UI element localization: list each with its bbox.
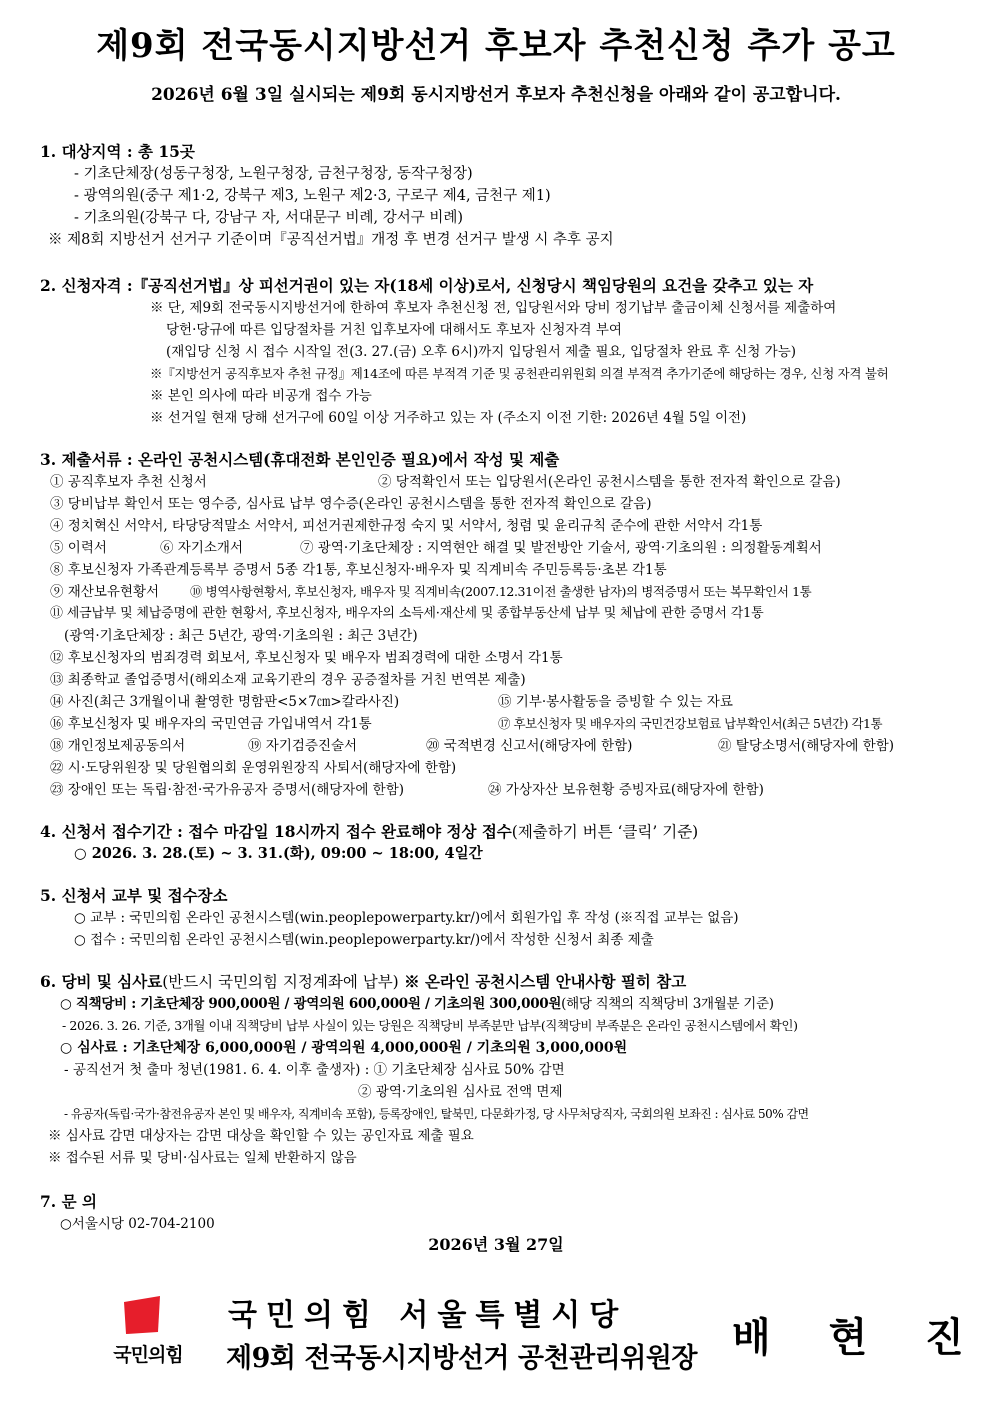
section-2-note: ※ 단, 제9회 전국동시지방선거에 한하여 후보자 추천신청 전, 입당원서와 당비 정기납부 출금이체 신청서를 제출하여 [150,300,837,316]
section-7-heading: 7. 문 의 [40,1192,97,1211]
doc-item: ⑨ 재산보유현황서 [50,584,160,600]
fee-line: ○ 심사료 : 기초단체장 6,000,000원 / 광역의원 4,000,000원 / 기초의원 3,000,000원 [60,1040,628,1056]
section-1-note: ※ 제8회 지방선거 선거구 기준이며『공직선거법』개정 후 변경 선거구 발생 시 추후 공지 [48,232,614,248]
contact-line: ○서울시당 02-704-2100 [60,1216,215,1232]
section-1-line: - 광역의원(중구 제1·2, 강북구 제3, 노원구 제2·3, 구로구 제4, 금천구 제1) [74,188,551,204]
doc-item: ⑤ 이력서 [50,540,107,556]
section-5-line: ○ 교부 : 국민의힘 온라인 공천시스템(win.peoplepowerparty.kr/)에서 회원가입 후 작성 (※직접 교부는 없음) [74,910,739,926]
section-2-note: ※『지방선거 공직후보자 추천 규정』제14조에 따른 부적격 기준 및 공천관리위원회 의결 부적격 추가기준에 해당하는 경우, 신청 자격 불허 [150,366,889,381]
section-2-note: (재입당 신청 시 접수 시작일 전(3. 27.(금) 오후 6시)까지 입당원서 제출 필요, 입당절차 완료 후 신청 가능) [166,344,797,360]
doc-item: ㉑ 탈당소명서(해당자에 한함) [718,738,895,754]
doc-item: ⑦ 광역·기초단체장 : 지역현안 해결 및 발전방안 기술서, 광역·기초의원 : 의정활동계획서 [300,540,822,556]
doc-item: ⑭ 사진(최근 3개월이내 촬영한 명함판<5×7㎝>칼라사진) [50,694,400,710]
youth-discount: - 공직선거 첫 출마 청년(1981. 6. 4. 이후 출생자) : ① 기초단체장 심사료 50% 감면 [64,1062,565,1078]
doc-item: ② 당적확인서 또는 입당원서(온라인 공천시스템을 통한 전자적 확인으로 갈음) [378,474,841,490]
section-5-heading: 5. 신청서 교부 및 접수장소 [40,886,228,905]
section-6-heading [40,972,686,992]
doc-item: ⑲ 자기검증진술서 [248,738,358,754]
section-6-heading-main: 6. 당비 및 심사료 [40,972,163,991]
doc-item: ③ 당비납부 확인서 또는 영수증, 심사료 납부 영수증(온라인 공천시스템을 통한 전자적 확인으로 갈음) [50,496,652,512]
dues-amounts: ○ 직책당비 : 기초단체장 900,000원 / 광역의원 600,000원 / 기초의원 300,000원 [60,996,562,1012]
section-1-line: - 기초단체장(성동구청장, 노원구청장, 금천구청장, 동작구청장) [74,166,473,182]
merit-discount: - 유공자(독립·국가·참전유공자 본인 및 배우자, 직계비속 포함), 등록장애인, 탈북민, 다문화가정, 당 사무처당직자, 국회의원 보좌진 : 심사료 50% 감면 [64,1107,809,1121]
notice-date: 2026년 3월 27일 [428,1235,564,1254]
dues-line [60,994,774,1014]
section-6-heading-note: ※ 온라인 공천시스템 안내사항 필히 참고 [398,972,687,991]
doc-item: ⑳ 국적변경 신고서(해당자에 한함) [426,738,633,754]
section-4-period: ○ 2026. 3. 28.(토) ~ 3. 31.(화), 09:00 ~ 18:00, 4일간 [74,845,483,862]
doc-item: ④ 정치혁신 서약서, 타당당적말소 서약서, 피선거권제한규정 숙지 및 서약서, 청렴 및 윤리규칙 준수에 관한 서약서 각1통 [50,518,763,534]
signature-position: 제9회 전국동시지방선거 공천관리위원장 [226,1343,697,1374]
doc-item: ⑧ 후보신청자 가족관계등록부 증명서 5종 각1통, 후보신청자·배우자 및 직계비속 주민등록등·초본 각1통 [50,562,667,578]
doc-item: ⑥ 자기소개서 [160,540,243,556]
doc-item: ⑰ 후보신청자 및 배우자의 국민건강보험료 납부확인서(최근 5년간) 각1통 [498,716,883,731]
doc-item: ⑫ 후보신청자의 범죄경력 회보서, 후보신청자 및 배우자 범죄경력에 대한 소명서 각1통 [50,650,563,666]
dues-basis: (해당 직책의 직책당비 3개월분 기준) [561,996,774,1012]
youth-exemption: ② 광역·기초의원 심사료 전액 면제 [358,1084,563,1100]
section-2-note: 당헌·당규에 따른 입당절차를 거친 입후보자에 대해서도 후보자 신청자격 부여 [166,322,622,338]
section-6-heading-paren: (반드시 국민의힘 지정계좌에 납부) [162,973,399,991]
section-4-heading-note: (제출하기 버튼 ‘클릭’ 기준) [511,823,699,841]
doc-item: ㉔ 가상자산 보유현황 증빙자료(해당자에 한함) [488,782,764,798]
doc-item: ㉓ 장애인 또는 독립·참전·국가유공자 증명서(해당자에 한함) [50,782,405,798]
party-logo-text: 국민의힘 [113,1344,183,1366]
doc-item: ⑮ 기부·봉사활동을 증빙할 수 있는 자료 [498,694,733,710]
section-1-line: - 기초의원(강북구 다, 강남구 자, 서대문구 비례, 강서구 비례) [74,210,464,226]
section-6-note: ※ 접수된 서류 및 당비·심사료는 일체 반환하지 않음 [48,1150,357,1166]
doc-item: ① 공직후보자 추천 신청서 [50,474,207,490]
party-logo [98,1292,198,1372]
doc-item: ㉒ 시·도당위원장 및 당원협의회 운영위원장직 사퇴서(해당자에 한함) [50,760,457,776]
section-2-note: ※ 선거일 현재 당해 선거구에 60일 이상 거주하고 있는 자 (주소지 이전 기한: 2026년 4월 5일 이전) [150,410,747,426]
section-6-note: ※ 심사료 감면 대상자는 감면 대상을 확인할 수 있는 공인자료 제출 필요 [48,1128,474,1144]
page-subtitle: 2026년 6월 3일 실시되는 제9회 동시지방선거 후보자 추천신청을 아래와 같이 공고합니다. [151,85,841,105]
party-logo-mark [120,1294,164,1336]
section-1-heading: 1. 대상지역 : 총 15곳 [40,142,195,161]
doc-item-note: (광역·기초단체장 : 최근 5년간, 광역·기초의원 : 최근 3년간) [64,628,418,644]
signature-org: 국민의힘 서울특별시당 [228,1298,628,1333]
section-4-heading [40,822,698,842]
page-title: 제9회 전국동시지방선거 후보자 추천신청 추가 공고 [96,26,896,66]
signature-name: 배 현 진 [732,1314,986,1361]
section-5-line: ○ 접수 : 국민의힘 온라인 공천시스템(win.peoplepowerparty.kr/)에서 작성한 신청서 최종 제출 [74,932,654,948]
doc-item: ⑩ 병역사항현황서, 후보신청자, 배우자 및 직계비속(2007.12.31이전 출생한 남자)의 병적증명서 또는 복무확인서 1통 [190,584,812,599]
dues-note: - 2026. 3. 26. 기준, 3개월 이내 직책당비 납부 사실이 있는 당원은 직책당비 부족분만 납부(직책당비 부족분은 온라인 공천시스템에서 확인) [62,1018,798,1033]
doc-item: ⑯ 후보신청자 및 배우자의 국민연금 가입내역서 각1통 [50,716,372,732]
doc-item: ⑬ 최종학교 졸업증명서(해외소재 교육기관의 경우 공증절차를 거친 번역본 제출) [50,672,526,688]
section-2-note: ※ 본인 의사에 따라 비공개 접수 가능 [150,388,372,404]
doc-item: ⑱ 개인정보제공동의서 [50,738,186,754]
section-2-heading: 2. 신청자격 :『공직선거법』상 피선거권이 있는 자(18세 이상)로서, 신청당시 책임당원의 요건을 갖추고 있는 자 [40,276,814,295]
doc-item: ⑪ 세금납부 및 체납증명에 관한 현황서, 후보신청자, 배우자의 소득세·재산세 및 종합부동산세 납부 및 체납에 관한 증명서 각1통 [50,606,764,621]
section-4-heading-main: 4. 신청서 접수기간 : 접수 마감일 18시까지 접수 완료해야 정상 접수 [40,822,512,841]
section-3-heading: 3. 제출서류 : 온라인 공천시스템(휴대전화 본인인증 필요)에서 작성 및 제출 [40,450,560,469]
